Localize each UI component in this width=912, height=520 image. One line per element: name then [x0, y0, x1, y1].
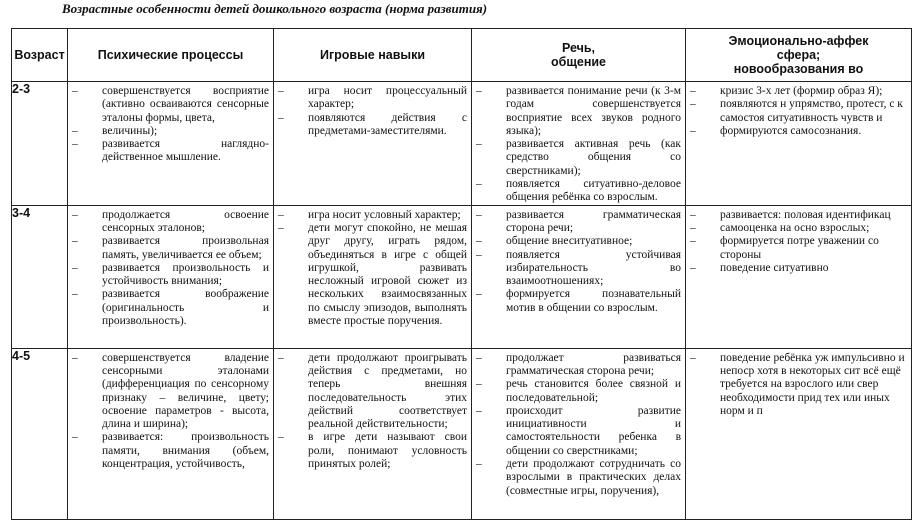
age-cell: 3-4	[12, 205, 68, 348]
list-item: – поведение ребёнка уж импульсивно и непоср хотя в некоторых сит всё ещё требуется на взрослого или свер необходимости прид тех или иных норм и п	[690, 352, 907, 418]
list-item: – речь становится более связной и последовательной;	[476, 378, 681, 405]
list-item: – развивается: произвольность памяти, внимания (объем, концентрация, устойчивость,	[72, 431, 269, 471]
list-item: – общение внеситуативное;	[476, 235, 681, 248]
header-speech-line2: общение	[550, 55, 607, 69]
play-cell	[274, 205, 472, 348]
list-item: – формируется потре уважении со стороны	[690, 235, 907, 262]
list-item: – развивается: половая идентификац	[690, 209, 907, 222]
emotional-cell	[686, 82, 912, 206]
header-emotional	[686, 29, 912, 82]
list-item: – игра носит условный характер;	[278, 209, 467, 222]
mental-cell	[68, 82, 274, 206]
header-emo-line3: новообразования во	[733, 62, 864, 76]
development-table	[11, 28, 912, 520]
list-item: – развивается воображение (оригинальность и произвольность).	[72, 288, 269, 328]
list-item: – дети продолжают проигрывать действия с предметами, но теперь внешняя последовательность этих действий соответствует реальной действительности;	[278, 352, 467, 432]
list-item: – развивается понимание речи (к 3-м годам совершенствуется восприятие всех звуков родного языка);	[476, 85, 681, 138]
list-item: – дети продолжают сотрудничать со взрослыми в практических делах (совместные игры, поручения),	[476, 458, 681, 498]
list-item: – самооценка на осно взрослых;	[690, 222, 907, 235]
list-item: – появляются н упрямство, протест, с к самостоя ситуативность чувств и	[690, 98, 907, 125]
list-item: – игра носит процессуальный характер;	[278, 85, 467, 112]
age-cell: 2-3	[12, 82, 68, 206]
list-item: – появляется ситуативно-деловое общения ребёнка со взрослым.	[476, 178, 681, 205]
header-age: Возраст	[12, 29, 68, 82]
play-cell	[274, 82, 472, 206]
list-item: – продолжается освоение сенсорных эталонов;	[72, 209, 269, 236]
list-item: – развивается произвольная память, увеличивается ее объем;	[72, 235, 269, 262]
list-item: – в игре дети называют свои роли, понимают условность принятых ролей;	[278, 431, 467, 471]
list-item: – дети могут спокойно, не мешая друг другу, играть рядом, объединяться в игре с общей игрушкой, развивать несложный игровой сюжет из нескольких взаимосвязанных по смыслу эпизодов, выполнять вместе простые поручения.	[278, 222, 467, 328]
table-row	[12, 82, 912, 206]
mental-cell	[68, 205, 274, 348]
header-emo-line2: сфера;	[776, 48, 821, 62]
mental-cell	[68, 348, 274, 519]
speech-cell	[472, 205, 686, 348]
list-item: – появляется устойчивая избирательность во взаимоотношениях;	[476, 249, 681, 289]
speech-cell	[472, 82, 686, 206]
list-item: – формируется познавательный мотив в общении со взрослым.	[476, 288, 681, 315]
table-row	[12, 205, 912, 348]
header-emo-line1: Эмоционально-аффек	[728, 34, 869, 48]
list-item: – величины);	[72, 125, 269, 138]
age-cell: 4-5	[12, 348, 68, 519]
emotional-cell	[686, 348, 912, 519]
list-item: – развивается активная речь (как средство общения со сверстниками);	[476, 138, 681, 178]
list-item: – совершенствуется восприятие (активно осваиваются сенсорные эталоны формы, цвета,	[72, 85, 269, 125]
list-item: – появляются действия с предметами-заместителями.	[278, 112, 467, 139]
list-item: – продолжает развиваться грамматическая сторона речи;	[476, 352, 681, 379]
list-item: – развивается произвольность и устойчивость внимания;	[72, 262, 269, 289]
list-item: – формируются самосознания.	[690, 125, 907, 138]
emotional-cell	[686, 205, 912, 348]
header-speech-line1: Речь,	[561, 41, 596, 55]
header-row	[12, 29, 912, 82]
list-item: – совершенствуется владение сенсорными эталонами (дифференциация по сенсорному признаку – величине, цвету; освоение параметров - высота, длина и ширина);	[72, 352, 269, 432]
list-item: – развивается грамматическая сторона речи;	[476, 209, 681, 236]
list-item: – развивается наглядно-действенное мышление.	[72, 138, 269, 165]
page-title: Возрастные особенности детей дошкольного возраста (норма развития)	[62, 1, 488, 16]
list-item: – поведение ситуативно	[690, 262, 907, 275]
header-play-skills: Игровые навыки	[274, 29, 472, 82]
table-row	[12, 348, 912, 519]
header-mental-processes: Психические процессы	[68, 29, 274, 82]
list-item: – происходит развитие инициативности и самостоятельности ребенка в общении со сверстниками;	[476, 405, 681, 458]
header-speech	[472, 29, 686, 82]
speech-cell	[472, 348, 686, 519]
play-cell	[274, 348, 472, 519]
list-item: – кризис 3-х лет (формир образ Я);	[690, 85, 907, 98]
